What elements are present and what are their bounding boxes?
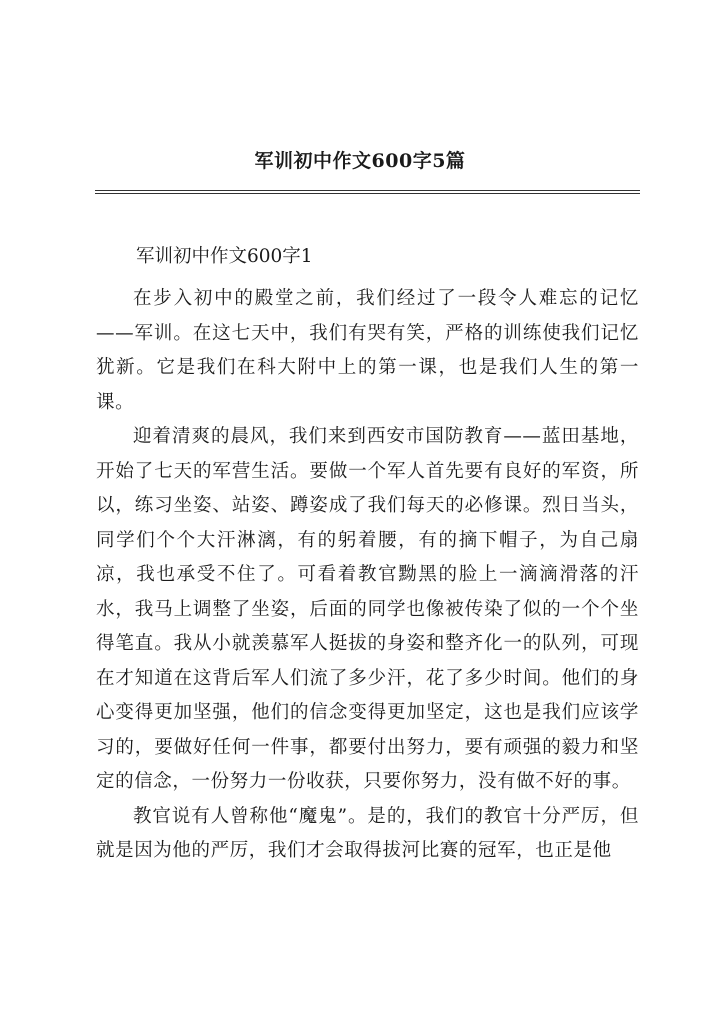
- title-divider: [95, 190, 640, 194]
- paragraph-2: 迎着清爽的晨风，我们来到西安市国防教育——蓝田基地，开始了七天的军营生活。要做一个军人首先要有良好的军资，所以，练习坐姿、站姿、蹲姿成了我们每天的必修课。烈日当头，同学们个个大汗淋漓，有的躬着腰，有的摘下帽子，为自己扇凉，我也承受不住了。可看着教官黝黑的脸上一滴滴滑落的汗水，我马上调整了坐姿，后面的同学也像被传染了似的一个个坐得笔直。我从小就羡慕军人挺拔的身姿和整齐化一的队列，可现在才知道在这背后军人们流了多少汗，花了多少时间。他们的身心变得更加坚强，他们的信念变得更加坚定，这也是我们应该学习的，要做好任何一件事，都要付出努力，要有顽强的毅力和坚定的信念，一份努力一份收获，只要你努力，没有做不好的事。: [96, 426, 639, 792]
- section-heading: 军训初中作文600字1: [136, 246, 313, 267]
- document-body: [96, 240, 639, 869]
- paragraph-3: 教官说有人曾称他“魔鬼”。是的，我们的教官十分严厉，但就是因为他的严厉，我们才会取得拔河比赛的冠军，也正是他: [96, 805, 639, 861]
- paragraph-1: 在步入初中的殿堂之前，我们经过了一段令人难忘的记忆——军训。在这七天中，我们有哭有笑，严格的训练使我们记忆犹新。它是我们在科大附中上的第一课，也是我们人生的第一课。: [96, 288, 639, 413]
- document-title: 军训初中作文600字5篇: [254, 150, 466, 172]
